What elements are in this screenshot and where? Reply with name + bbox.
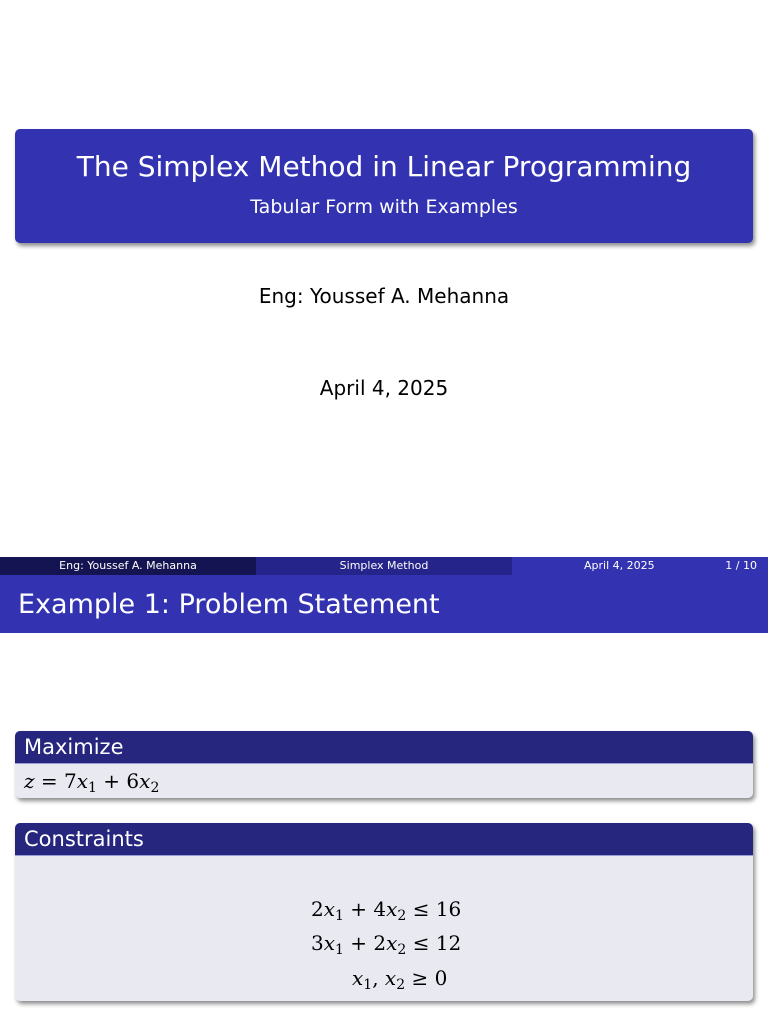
- objective-expression: $z = 7x_1 + 6x_2$: [24, 769, 160, 797]
- author: Eng: Youssef A. Mehanna: [258, 284, 510, 308]
- footline-title: Simplex Method: [256, 557, 512, 575]
- constraint-nonnegativity: $x_1$, $x_2 \ge 0$: [352, 966, 448, 994]
- constraint-1: $2x_1 + 4x_2 \le 16$: [311, 897, 462, 925]
- footline-date-page: [512, 557, 768, 575]
- frame-title-bar: [0, 575, 768, 633]
- page-number: 1 / 10: [725, 559, 757, 572]
- presentation-title: The Simplex Method in Linear Programming: [76, 150, 692, 183]
- date: April 4, 2025: [319, 376, 449, 400]
- objective-function: [15, 764, 753, 798]
- footline-author: Eng: Youssef A. Mehanna: [0, 557, 256, 575]
- frame-title: Example 1: Problem Statement: [18, 589, 440, 620]
- maximize-block: [15, 731, 753, 798]
- presentation-subtitle: Tabular Form with Examples: [250, 196, 518, 218]
- footline-date: April 4, 2025: [584, 559, 655, 572]
- constraints-block-title: Constraints: [15, 823, 753, 856]
- constraint-2: $3x_1 + 2x_2 \le 12$: [311, 931, 462, 959]
- maximize-block-title: Maximize: [15, 731, 753, 764]
- footline: [0, 557, 768, 575]
- constraints-block: [15, 823, 753, 1001]
- title-box: [15, 129, 753, 243]
